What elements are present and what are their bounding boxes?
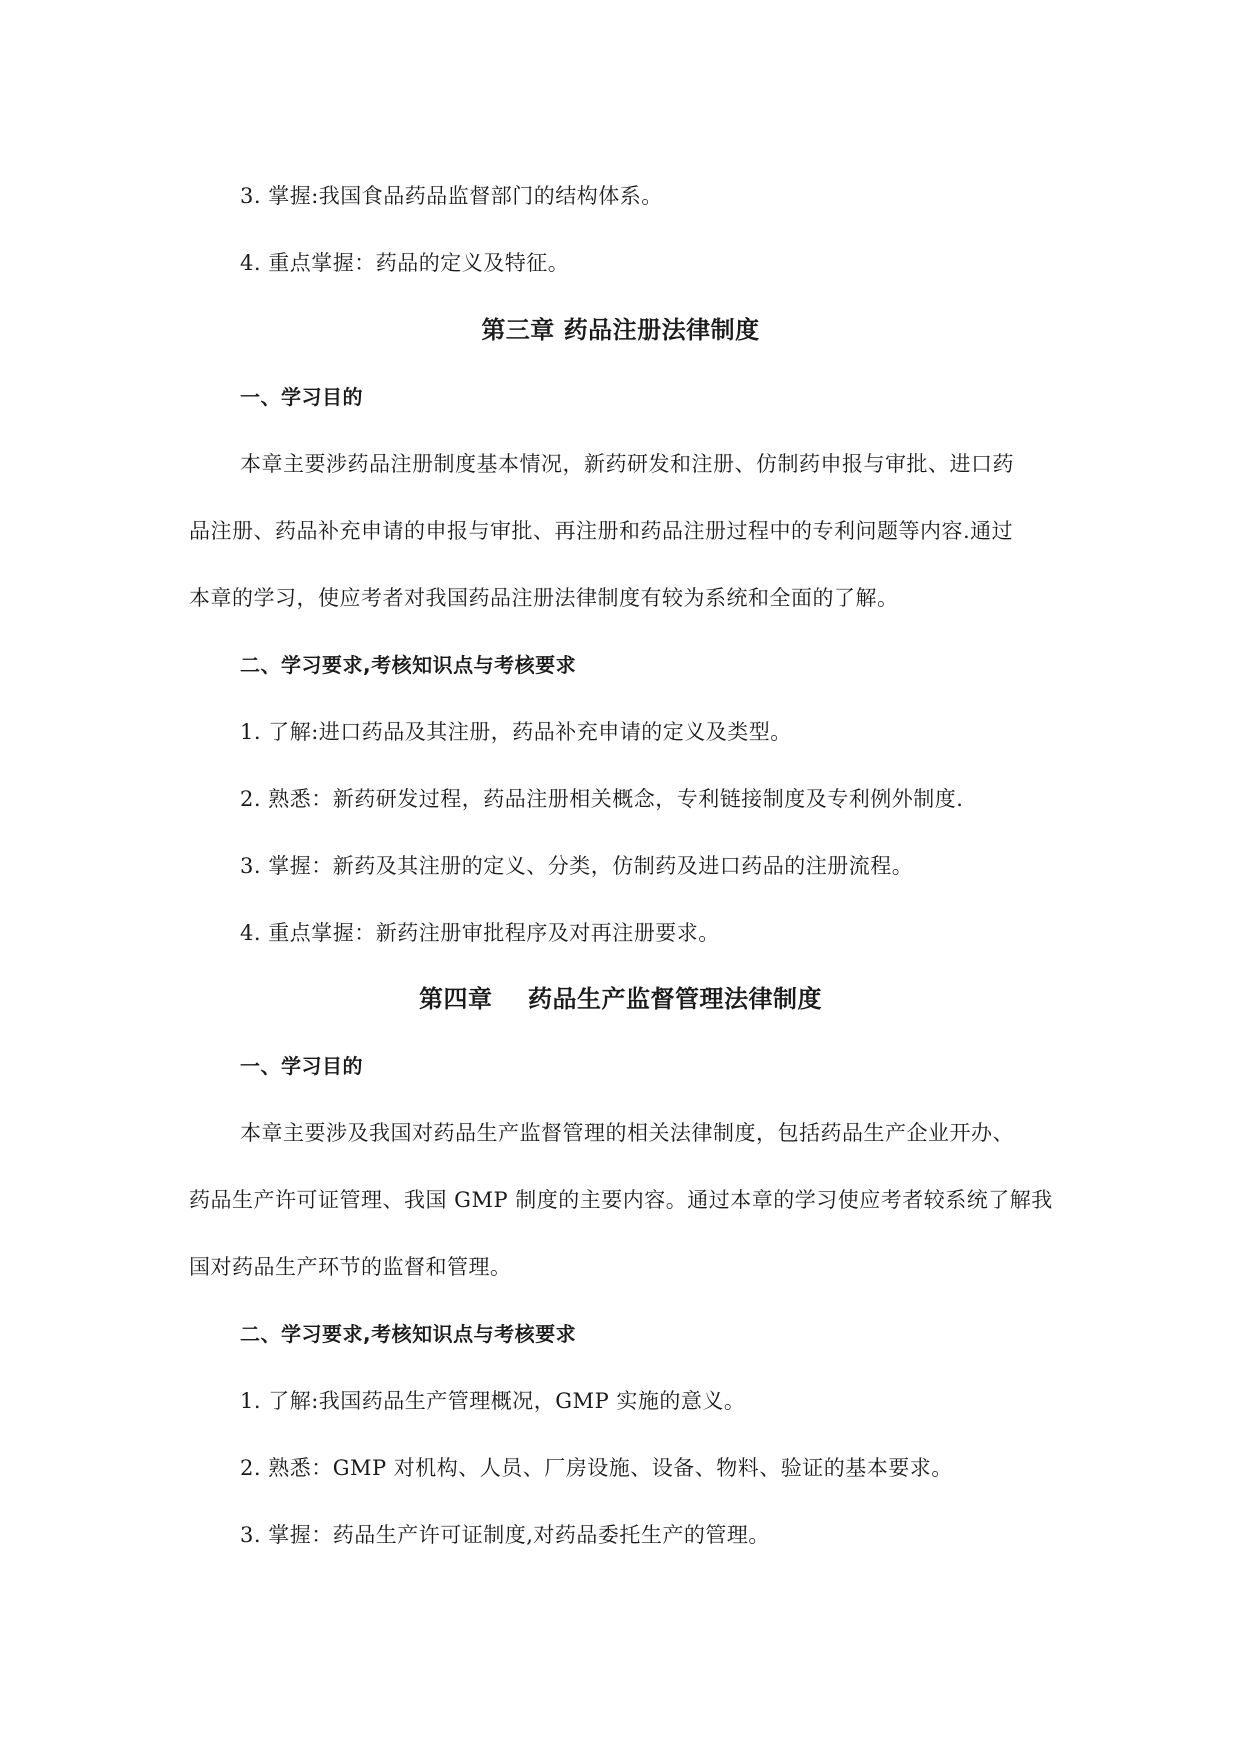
section-heading: 一、学习目的 <box>240 1054 363 1078</box>
list-item: 3. 掌握：药品生产许可证制度,对药品委托生产的管理。 <box>240 1523 770 1547</box>
section-heading: 二、学习要求,考核知识点与考核要求 <box>240 653 577 677</box>
list-item: 4. 重点掌握：药品的定义及特征。 <box>240 251 570 275</box>
paragraph-line: 药品生产许可证管理、我国 GMP 制度的主要内容。通过本章的学习使应考者较系统了解我 <box>189 1188 1053 1212</box>
list-item: 2. 熟悉：GMP 对机构、人员、厂房设施、设备、物料、验证的基本要求。 <box>240 1456 953 1480</box>
chapter-title: 第四章 药品生产监督管理法律制度 <box>419 985 822 1013</box>
list-item: 3. 掌握：新药及其注册的定义、分类，仿制药及进口药品的注册流程。 <box>240 854 914 878</box>
section-heading: 一、学习目的 <box>240 385 363 409</box>
list-item: 3. 掌握:我国食品药品监督部门的结构体系。 <box>240 184 663 208</box>
list-item: 4. 重点掌握：新药注册审批程序及对再注册要求。 <box>240 921 720 945</box>
section-heading: 二、学习要求,考核知识点与考核要求 <box>240 1322 577 1346</box>
paragraph-line: 品注册、药品补充申请的申报与审批、再注册和药品注册过程中的专利问题等内容.通过 <box>189 519 1014 543</box>
list-item: 1. 了解:我国药品生产管理概况，GMP 实施的意义。 <box>240 1389 746 1413</box>
paragraph-line: 国对药品生产环节的监督和管理。 <box>189 1255 512 1279</box>
paragraph-line: 本章主要涉及我国对药品生产监督管理的相关法律制度，包括药品生产企业开办、 <box>240 1121 1014 1145</box>
list-item: 2. 熟悉：新药研发过程，药品注册相关概念，专利链接制度及专利例外制度. <box>240 787 964 811</box>
chapter-title: 第三章 药品注册法律制度 <box>481 316 760 344</box>
paragraph-line: 本章主要涉药品注册制度基本情况，新药研发和注册、仿制药申报与审批、进口药 <box>240 452 1014 476</box>
paragraph-line: 本章的学习，使应考者对我国药品注册法律制度有较为系统和全面的了解。 <box>189 586 899 610</box>
list-item: 1. 了解:进口药品及其注册，药品补充申请的定义及类型。 <box>240 720 792 744</box>
